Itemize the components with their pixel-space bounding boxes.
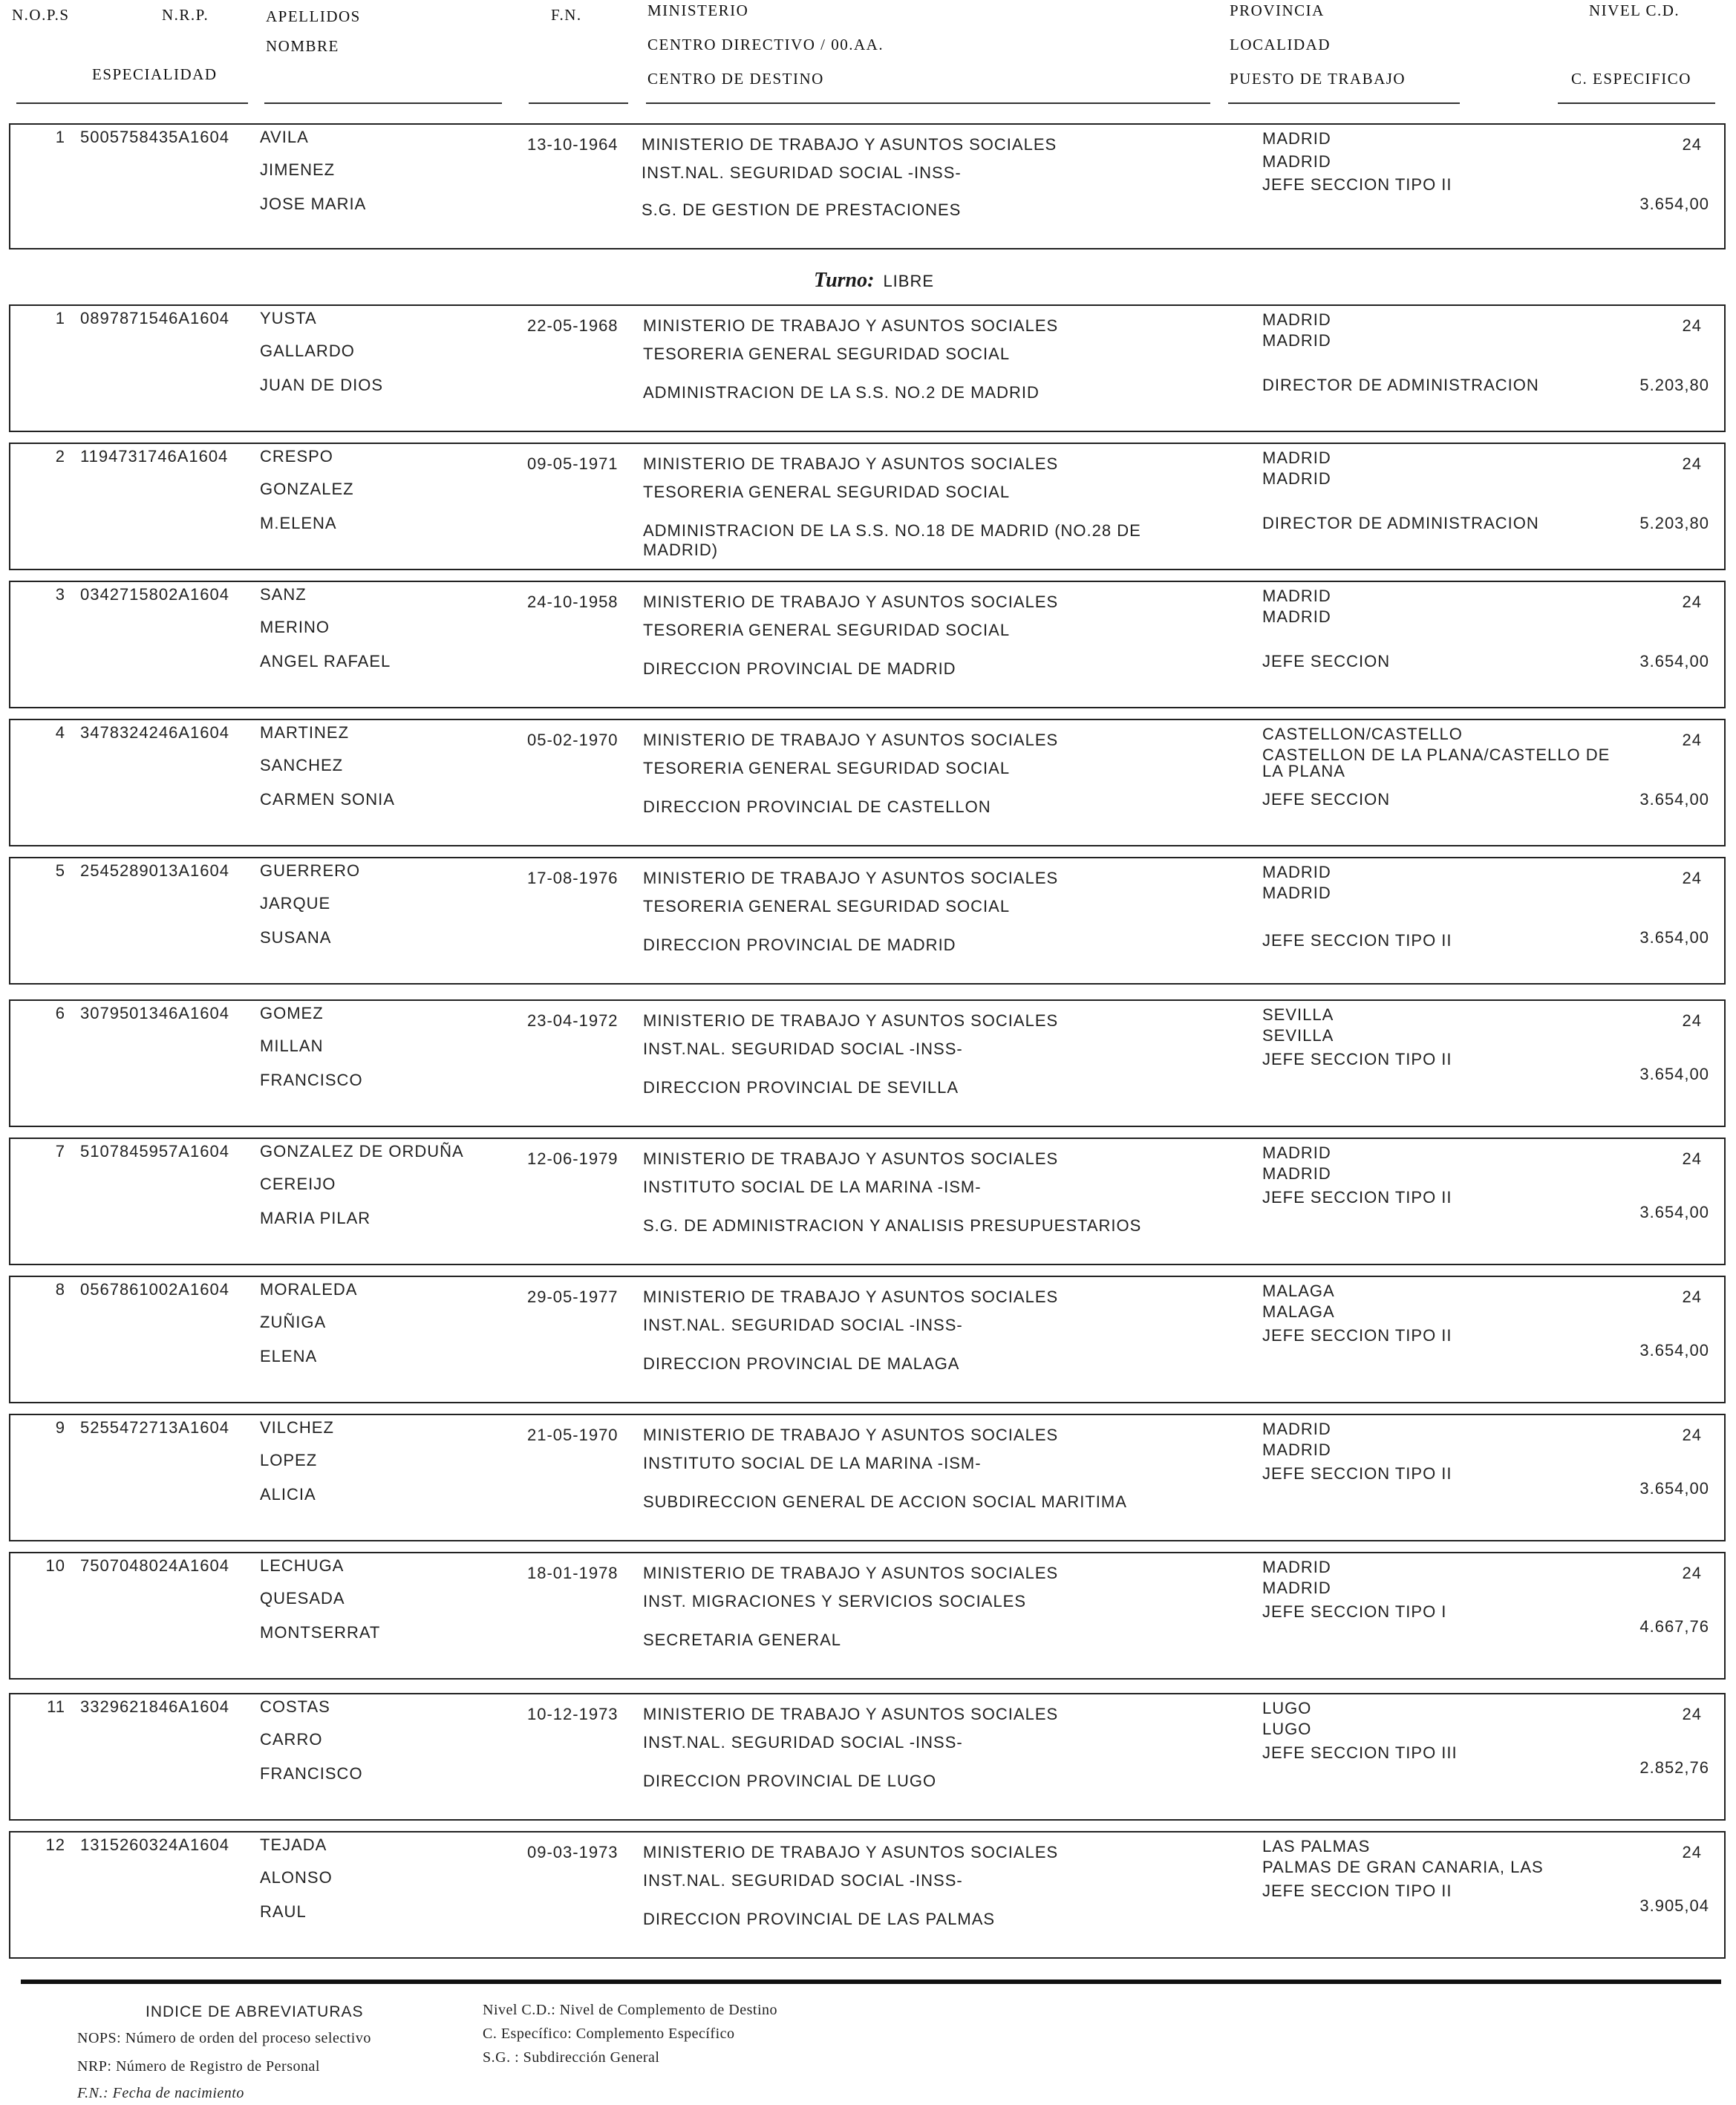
record-apellido1: SANZ (260, 585, 307, 604)
record-nivel: 24 (1682, 1011, 1702, 1030)
record-nombre: RAUL (260, 1902, 307, 1921)
record-nivel: 24 (1682, 593, 1702, 611)
record-especifico: 2.852,76 (1639, 1758, 1709, 1777)
record-especifico: 5.203,80 (1639, 514, 1709, 532)
record-localidad: LUGO (1262, 1720, 1312, 1738)
record-centro-directivo: INST.NAL. SEGURIDAD SOCIAL -INSS- (643, 1040, 963, 1058)
record-centro-destino: DIRECCION PROVINCIAL DE MALAGA (643, 1354, 960, 1373)
record-provincia: MADRID (1262, 448, 1331, 467)
record-apellido1: MARTINEZ (260, 723, 350, 742)
record-box (9, 1276, 1726, 1403)
record-box (9, 123, 1726, 249)
record-centro-directivo: TESORERIA GENERAL SEGURIDAD SOCIAL (643, 621, 1011, 639)
record-especifico: 3.654,00 (1639, 652, 1709, 670)
record-apellido2: SANCHEZ (260, 756, 344, 774)
record-ministerio: MINISTERIO DE TRABAJO Y ASUNTOS SOCIALES (643, 1705, 1059, 1723)
record-nrp: 2545289013A1604 (80, 861, 229, 880)
record-nombre: FRANCISCO (260, 1071, 363, 1089)
footer-nivel: Nivel C.D.: Nivel de Complemento de Destino (483, 2002, 777, 2018)
header-ministerio: MINISTERIO (647, 1, 749, 19)
header-nombre: NOMBRE (266, 37, 339, 55)
record-centro-directivo: INST.NAL. SEGURIDAD SOCIAL -INSS- (642, 163, 962, 182)
record-especifico: 4.667,76 (1639, 1617, 1709, 1636)
record-fn: 10-12-1973 (527, 1705, 619, 1723)
record-fn: 09-05-1971 (527, 454, 619, 473)
record-nops: 11 (47, 1697, 65, 1716)
header-nops: N.O.P.S (12, 6, 70, 24)
record-puesto: DIRECTOR DE ADMINISTRACION (1262, 376, 1539, 394)
record-apellido2: GONZALEZ (260, 480, 354, 498)
record-centro-destino: S.G. DE GESTION DE PRESTACIONES (642, 200, 962, 219)
record-box (9, 1138, 1726, 1265)
record-puesto: JEFE SECCION TIPO II (1262, 1326, 1452, 1345)
record-box (9, 1693, 1726, 1821)
record-ministerio: MINISTERIO DE TRABAJO Y ASUNTOS SOCIALES (643, 1564, 1059, 1582)
record-apellido1: VILCHEZ (260, 1418, 334, 1437)
header-centro-destino: CENTRO DE DESTINO (647, 70, 824, 88)
record-localidad: MADRID (1262, 1440, 1331, 1459)
record-nops: 4 (55, 723, 65, 742)
record-especifico: 5.203,80 (1639, 376, 1709, 394)
record-apellido2: JIMENEZ (260, 160, 336, 179)
record-box (9, 1414, 1726, 1541)
record-provincia: LAS PALMAS (1262, 1837, 1371, 1856)
record-nrp: 1315260324A1604 (80, 1835, 229, 1854)
record-nrp: 1194731746A1604 (80, 447, 229, 466)
record-nombre: ELENA (260, 1347, 318, 1365)
record-localidad: MALAGA (1262, 1302, 1335, 1321)
record-centro-directivo: INSTITUTO SOCIAL DE LA MARINA -ISM- (643, 1178, 982, 1196)
record-centro-destino: SECRETARIA GENERAL (643, 1631, 841, 1649)
record-localidad: PALMAS DE GRAN CANARIA, LAS (1262, 1858, 1544, 1876)
record-nrp: 3329621846A1604 (80, 1697, 229, 1716)
header-underline (529, 102, 628, 104)
record-fn: 21-05-1970 (527, 1426, 619, 1444)
record-apellido1: CRESPO (260, 447, 333, 466)
record-provincia: MADRID (1262, 1143, 1331, 1162)
record-centro-destino: ADMINISTRACION DE LA S.S. NO.18 DE MADRID (NO.28 DE MADRID) (643, 521, 1141, 559)
footer-fn: F.N.: Fecha de nacimiento (77, 2085, 244, 2101)
record-nrp: 5005758435A1604 (80, 128, 229, 146)
footer-especifico: C. Específico: Complemento Específico (483, 2026, 735, 2042)
record-centro-directivo: TESORERIA GENERAL SEGURIDAD SOCIAL (643, 345, 1011, 363)
header-underline (646, 102, 1210, 104)
record-puesto: JEFE SECCION TIPO I (1262, 1602, 1447, 1621)
record-provincia: CASTELLON/CASTELLO (1262, 725, 1463, 743)
record-box (9, 581, 1726, 708)
record-puesto: DIRECTOR DE ADMINISTRACION (1262, 514, 1539, 532)
record-box (9, 857, 1726, 985)
record-localidad: MADRID (1262, 152, 1331, 171)
record-centro-destino: DIRECCION PROVINCIAL DE LAS PALMAS (643, 1910, 996, 1928)
record-centro-directivo: TESORERIA GENERAL SEGURIDAD SOCIAL (643, 483, 1011, 501)
record-fn: 23-04-1972 (527, 1011, 619, 1030)
record-nops: 8 (55, 1280, 65, 1299)
record-localidad: MADRID (1262, 1579, 1331, 1597)
record-localidad: MADRID (1262, 607, 1331, 626)
header-provincia: PROVINCIA (1230, 1, 1325, 19)
record-centro-destino: DIRECCION PROVINCIAL DE MADRID (643, 936, 956, 954)
record-apellido2: QUESADA (260, 1589, 345, 1608)
record-provincia: MADRID (1262, 863, 1331, 881)
record-fn: 09-03-1973 (527, 1843, 619, 1861)
record-apellido1: YUSTA (260, 309, 317, 327)
record-ministerio: MINISTERIO DE TRABAJO Y ASUNTOS SOCIALES (643, 454, 1059, 473)
record-nrp: 3079501346A1604 (80, 1004, 229, 1022)
record-provincia: SEVILLA (1262, 1005, 1334, 1024)
record-ministerio: MINISTERIO DE TRABAJO Y ASUNTOS SOCIALES (643, 1149, 1059, 1168)
record-localidad: MADRID (1262, 884, 1331, 902)
record-nops: 3 (55, 585, 65, 604)
record-nops: 5 (55, 861, 65, 880)
record-nops: 12 (45, 1835, 65, 1854)
header-fn: F.N. (551, 6, 582, 24)
record-puesto: JEFE SECCION (1262, 652, 1391, 670)
record-puesto: JEFE SECCION TIPO II (1262, 1882, 1452, 1900)
record-centro-directivo: INST.NAL. SEGURIDAD SOCIAL -INSS- (643, 1733, 963, 1752)
record-nivel: 24 (1682, 869, 1702, 887)
header-underline (16, 102, 248, 104)
record-provincia: MADRID (1262, 587, 1331, 605)
record-centro-destino: DIRECCION PROVINCIAL DE SEVILLA (643, 1078, 959, 1097)
record-puesto: JEFE SECCION TIPO II (1262, 1188, 1452, 1207)
record-apellido2: CARRO (260, 1730, 323, 1749)
record-nops: 1 (55, 128, 65, 146)
header-nivel: NIVEL C.D. (1589, 1, 1680, 19)
record-especifico: 3.654,00 (1639, 1065, 1709, 1083)
footer-sg: S.G. : Subdirección General (483, 2049, 660, 2066)
record-provincia: MADRID (1262, 1420, 1331, 1438)
record-ministerio: MINISTERIO DE TRABAJO Y ASUNTOS SOCIALES (643, 1843, 1059, 1861)
record-localidad: MADRID (1262, 1164, 1331, 1183)
record-fn: 17-08-1976 (527, 869, 619, 887)
header-underline (264, 102, 502, 104)
header-especialidad: ESPECIALIDAD (92, 65, 218, 83)
record-nivel: 24 (1682, 1705, 1702, 1723)
record-nrp: 5255472713A1604 (80, 1418, 229, 1437)
record-puesto: JEFE SECCION TIPO II (1262, 175, 1452, 194)
record-provincia: MADRID (1262, 129, 1331, 148)
record-especifico: 3.654,00 (1639, 195, 1709, 213)
record-centro-directivo: INSTITUTO SOCIAL DE LA MARINA -ISM- (643, 1454, 982, 1472)
record-box (9, 1552, 1726, 1680)
record-especifico: 3.654,00 (1639, 790, 1709, 809)
record-fn: 12-06-1979 (527, 1149, 619, 1168)
record-nombre: SUSANA (260, 928, 332, 947)
record-fn: 29-05-1977 (527, 1288, 619, 1306)
footer-title: INDICE DE ABREVIATURAS (146, 2003, 364, 2020)
record-nops: 2 (55, 447, 65, 466)
footer-nrp: NRP: Número de Registro de Personal (77, 2058, 320, 2075)
record-apellido2: GALLARDO (260, 342, 355, 360)
header-apellidos: APELLIDOS (266, 7, 361, 25)
record-nops: 7 (55, 1142, 65, 1161)
record-fn: 22-05-1968 (527, 316, 619, 335)
record-nops: 9 (55, 1418, 65, 1437)
record-especifico: 3.654,00 (1639, 1479, 1709, 1498)
header-underline (1558, 102, 1715, 104)
record-nombre: ANGEL RAFAEL (260, 652, 391, 670)
record-centro-destino: DIRECCION PROVINCIAL DE LUGO (643, 1772, 937, 1790)
record-nombre: MONTSERRAT (260, 1623, 381, 1642)
record-apellido1: TEJADA (260, 1835, 327, 1854)
turno-value: LIBRE (883, 272, 935, 290)
record-box (9, 719, 1726, 846)
record-nrp: 5107845957A1604 (80, 1142, 229, 1161)
header-centro-directivo: CENTRO DIRECTIVO / 00.AA. (647, 36, 884, 53)
turno-label: Turno: (814, 269, 875, 292)
record-nops: 1 (55, 309, 65, 327)
record-fn: 13-10-1964 (527, 135, 619, 154)
record-apellido2: MILLAN (260, 1037, 324, 1055)
record-centro-directivo: INST.NAL. SEGURIDAD SOCIAL -INSS- (643, 1316, 963, 1334)
record-apellido2: LOPEZ (260, 1451, 318, 1469)
record-apellido1: AVILA (260, 128, 309, 146)
record-apellido2: ZUÑIGA (260, 1313, 327, 1331)
record-provincia: MADRID (1262, 310, 1331, 329)
footer-nops: NOPS: Número de orden del proceso selectivo (77, 2030, 371, 2046)
record-apellido1: GUERRERO (260, 861, 361, 880)
record-box (9, 999, 1726, 1127)
record-centro-destino: SUBDIRECCION GENERAL DE ACCION SOCIAL MARITIMA (643, 1492, 1127, 1511)
record-apellido1: GOMEZ (260, 1004, 324, 1022)
record-nivel: 24 (1682, 1426, 1702, 1444)
record-apellido1: COSTAS (260, 1697, 330, 1716)
record-nombre: JOSE MARIA (260, 195, 367, 213)
record-centro-directivo: INST. MIGRACIONES Y SERVICIOS SOCIALES (643, 1592, 1027, 1610)
record-puesto: JEFE SECCION TIPO III (1262, 1743, 1458, 1762)
record-puesto: JEFE SECCION TIPO II (1262, 1464, 1452, 1483)
record-nombre: ALICIA (260, 1485, 316, 1504)
record-nrp: 7507048024A1604 (80, 1556, 229, 1575)
record-nivel: 24 (1682, 316, 1702, 335)
record-ministerio: MINISTERIO DE TRABAJO Y ASUNTOS SOCIALES (643, 316, 1059, 335)
record-nombre: JUAN DE DIOS (260, 376, 384, 394)
header-localidad: LOCALIDAD (1230, 36, 1331, 53)
record-especifico: 3.905,04 (1639, 1896, 1709, 1915)
header-nrp: N.R.P. (162, 6, 209, 24)
record-localidad: MADRID (1262, 469, 1331, 488)
record-apellido2: MERINO (260, 618, 330, 636)
record-box (9, 443, 1726, 570)
record-puesto: JEFE SECCION TIPO II (1262, 1050, 1452, 1068)
record-centro-directivo: TESORERIA GENERAL SEGURIDAD SOCIAL (643, 897, 1011, 916)
record-nivel: 24 (1682, 1149, 1702, 1168)
record-nivel: 24 (1682, 454, 1702, 473)
record-centro-directivo: TESORERIA GENERAL SEGURIDAD SOCIAL (643, 759, 1011, 777)
record-nrp: 0342715802A1604 (80, 585, 229, 604)
record-provincia: MALAGA (1262, 1282, 1335, 1300)
record-ministerio: MINISTERIO DE TRABAJO Y ASUNTOS SOCIALES (643, 593, 1059, 611)
record-ministerio: MINISTERIO DE TRABAJO Y ASUNTOS SOCIALES (642, 135, 1057, 154)
record-nivel: 24 (1682, 1843, 1702, 1861)
record-apellido1: GONZALEZ DE ORDUÑA (260, 1142, 464, 1161)
record-nombre: FRANCISCO (260, 1764, 363, 1783)
record-localidad: CASTELLON DE LA PLANA/CASTELLO DE LA PLANA (1262, 745, 1611, 780)
record-nivel: 24 (1682, 1564, 1702, 1582)
record-nivel: 24 (1682, 731, 1702, 749)
record-nombre: CARMEN SONIA (260, 790, 395, 809)
record-nombre: M.ELENA (260, 514, 337, 532)
record-nivel: 24 (1682, 135, 1702, 154)
footer-rule (21, 1980, 1721, 1984)
record-ministerio: MINISTERIO DE TRABAJO Y ASUNTOS SOCIALES (643, 1288, 1059, 1306)
record-localidad: SEVILLA (1262, 1026, 1334, 1045)
header-puesto: PUESTO DE TRABAJO (1230, 70, 1406, 88)
record-nombre: MARIA PILAR (260, 1209, 371, 1227)
record-centro-destino: DIRECCION PROVINCIAL DE MADRID (643, 659, 956, 678)
record-centro-directivo: INST.NAL. SEGURIDAD SOCIAL -INSS- (643, 1871, 963, 1890)
record-apellido2: JARQUE (260, 894, 331, 913)
record-especifico: 3.654,00 (1639, 928, 1709, 947)
record-provincia: LUGO (1262, 1699, 1312, 1717)
record-ministerio: MINISTERIO DE TRABAJO Y ASUNTOS SOCIALES (643, 1426, 1059, 1444)
record-apellido2: CEREIJO (260, 1175, 336, 1193)
record-nops: 10 (45, 1556, 65, 1575)
record-fn: 05-02-1970 (527, 731, 619, 749)
record-ministerio: MINISTERIO DE TRABAJO Y ASUNTOS SOCIALES (643, 1011, 1059, 1030)
record-apellido1: MORALEDA (260, 1280, 358, 1299)
record-nrp: 0567861002A1604 (80, 1280, 229, 1299)
record-box (9, 304, 1726, 432)
record-centro-destino: S.G. DE ADMINISTRACION Y ANALISIS PRESUPUESTARIOS (643, 1216, 1142, 1235)
record-centro-destino: DIRECCION PROVINCIAL DE CASTELLON (643, 797, 991, 816)
record-provincia: MADRID (1262, 1558, 1331, 1576)
record-especifico: 3.654,00 (1639, 1341, 1709, 1360)
record-apellido1: LECHUGA (260, 1556, 345, 1575)
record-puesto: JEFE SECCION (1262, 790, 1391, 809)
record-nops: 6 (55, 1004, 65, 1022)
record-nivel: 24 (1682, 1288, 1702, 1306)
record-fn: 18-01-1978 (527, 1564, 619, 1582)
record-nrp: 0897871546A1604 (80, 309, 229, 327)
record-puesto: JEFE SECCION TIPO II (1262, 931, 1452, 950)
header-underline (1228, 102, 1460, 104)
record-nrp: 3478324246A1604 (80, 723, 229, 742)
header-especifico: C. ESPECIFICO (1571, 70, 1691, 88)
record-fn: 24-10-1958 (527, 593, 619, 611)
record-apellido2: ALONSO (260, 1868, 333, 1887)
record-centro-destino: ADMINISTRACION DE LA S.S. NO.2 DE MADRID (643, 383, 1040, 402)
record-ministerio: MINISTERIO DE TRABAJO Y ASUNTOS SOCIALES (643, 869, 1059, 887)
record-ministerio: MINISTERIO DE TRABAJO Y ASUNTOS SOCIALES (643, 731, 1059, 749)
turno-line (814, 269, 934, 293)
record-box (9, 1831, 1726, 1959)
record-especifico: 3.654,00 (1639, 1203, 1709, 1221)
record-localidad: MADRID (1262, 331, 1331, 350)
